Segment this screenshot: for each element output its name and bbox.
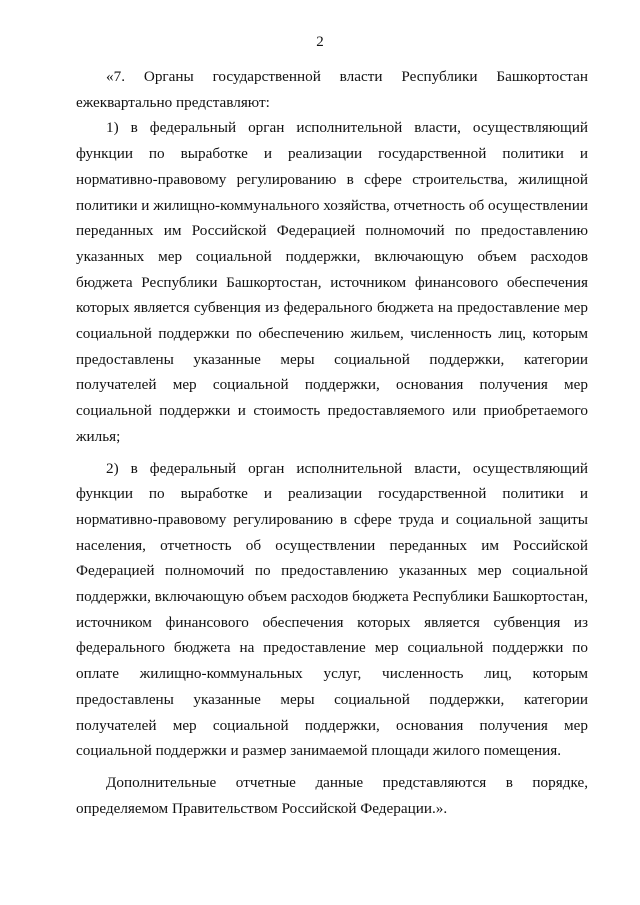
paragraph-item-1: 1) в федеральный орган исполнительной власти, осуществляющий функции по выработке и реализации государственной политики и нормативно-правовому регулированию в сфере строительства, жилищной политики и жилищно-коммунального хозяйства, отчетность об осуществлении переданных им Российской Федерацией полномочий по предоставлению указанных мер социальной поддержки, включающую объем расходов бюджета Республики Башкортостан, источником финансового обеспечения которых является субвенция из федерального бюджета на предоставление мер социальной поддержки по обеспечению жильем, численность лиц, которым предоставлены указанные меры социальной поддержки, категории получателей мер социальной поддержки, основания получения мер социальной поддержки и стоимость предоставляемого или приобретаемого жилья; — [76, 119, 588, 445]
paragraph-additional-data: Дополнительные отчетные данные представляются в порядке, определяемом Правительством Российской Федерации.». — [76, 773, 588, 817]
paragraph-item-2: 2) в федеральный орган исполнительной власти, осуществляющий функции по выработке и реализации государственной политики и нормативно-правовому регулированию в сфере труда и социальной защиты населения, отчетность об осуществлении переданных им Российской Федерацией полномочий по предоставлению указанных мер социальной поддержки, включающую объем расходов бюджета Республики Башкортостан, источником финансового обеспечения которых является субвенция из федерального бюджета на предоставление мер социальной поддержки по оплате жилищно-коммунальных услуг, численность лиц, которым предоставлены указанные меры социальной поддержки, категории получателей мер социальной поддержки, основания получения мер социальной поддержки и размер занимаемой площади жилого помещения. — [76, 459, 588, 760]
document-body — [76, 64, 588, 821]
page-number: 2 — [316, 34, 324, 50]
paragraph-intro: «7. Органы государственной власти Республики Башкортостан ежеквартально представляют: — [76, 68, 588, 111]
